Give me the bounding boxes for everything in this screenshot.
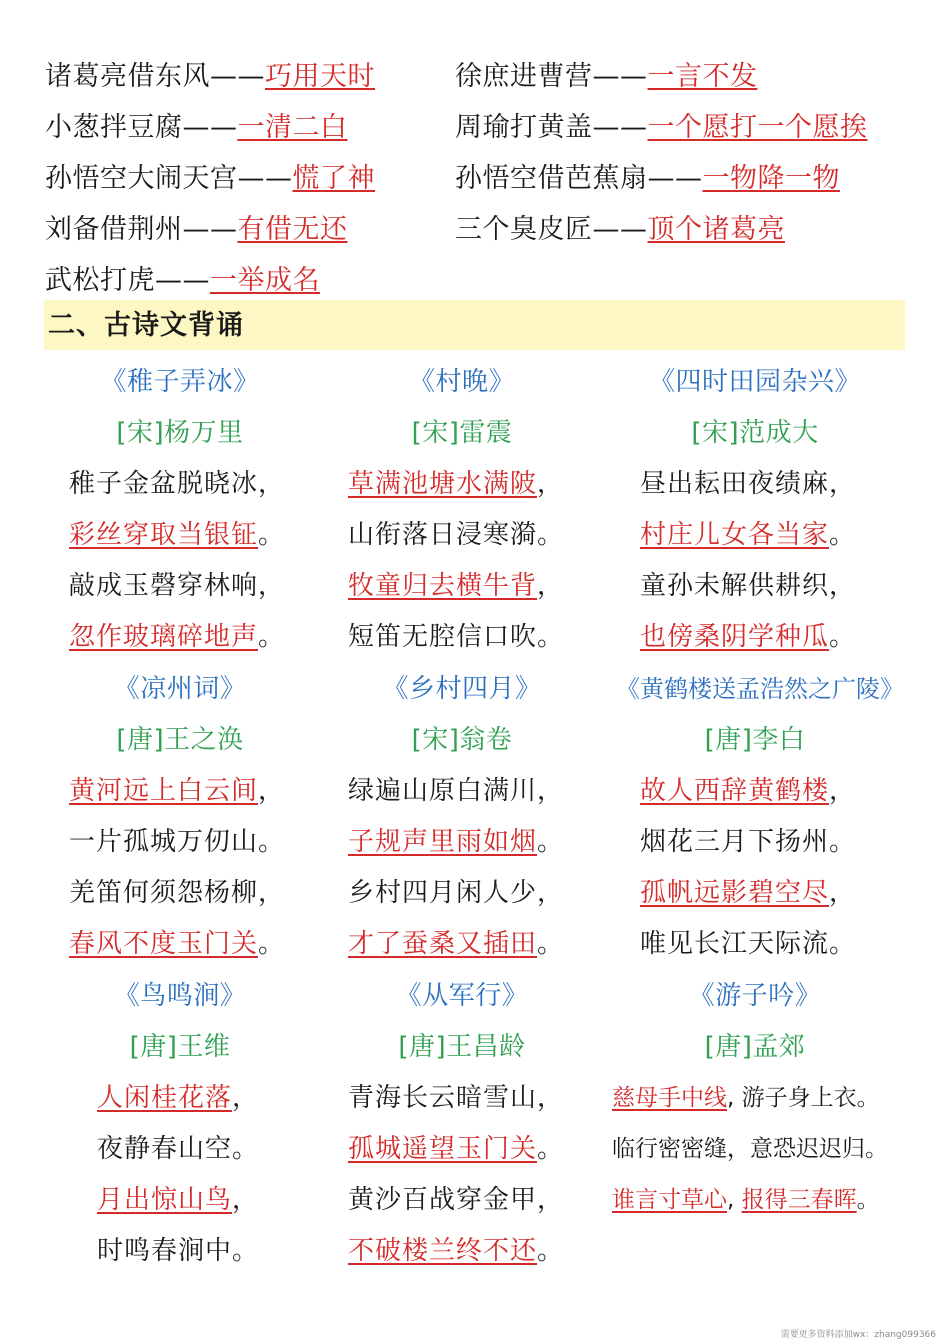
xiehouyu-front: 小葱拌豆腐—— xyxy=(45,112,238,143)
xiehouyu-answer: 一物降一物 xyxy=(702,163,840,194)
poem-line-punct: ， xyxy=(258,469,286,499)
poem-line xyxy=(348,774,564,808)
poem-line-punct: 。 xyxy=(232,1236,260,1266)
poem-line-highlight: 子规声里雨如烟 xyxy=(348,827,538,857)
xiehouyu-item xyxy=(455,213,785,247)
poem-line-punct: 。 xyxy=(856,1085,880,1111)
poem-line-highlight: 谁言寸草心 xyxy=(612,1187,727,1213)
poem-line-punct: 。 xyxy=(537,1134,565,1164)
poem-line xyxy=(348,620,564,654)
poem-line xyxy=(97,1234,259,1268)
xiehouyu-answer: 一清二白 xyxy=(237,112,348,143)
poem-line xyxy=(640,774,856,808)
poem-line-highlight: 慈母手中线 xyxy=(612,1085,727,1111)
poem-line-punct: ， xyxy=(829,571,857,601)
poem-line-punct: ， xyxy=(537,469,565,499)
poem-author: [唐]王维 xyxy=(129,1032,231,1062)
poem-line-punct: 。 xyxy=(537,520,565,550)
poem-line-punct: ， xyxy=(537,776,565,806)
xiehouyu-front: 周瑜打黄盖—— xyxy=(455,112,648,143)
poem-line xyxy=(69,518,285,552)
poem-line-punct: 。 xyxy=(829,622,857,652)
poem-line-punct: 。 xyxy=(232,1134,260,1164)
poem-line-highlight: 村庄儿女各当家 xyxy=(640,520,830,550)
poem-line-text: 一片孤城万仞山 xyxy=(69,827,259,857)
poem-line-punct: 。 xyxy=(829,827,857,857)
poem-line-punct: ， xyxy=(829,878,857,908)
poem-line-punct: 。 xyxy=(856,1187,880,1213)
xiehouyu-front: 诸葛亮借东风—— xyxy=(45,61,265,92)
poem-line xyxy=(640,825,856,859)
poem-line-punct: ， xyxy=(537,878,565,908)
poem-line xyxy=(640,467,856,501)
xiehouyu-item xyxy=(45,162,375,196)
poem-line-highlight: 牧童归去横牛背 xyxy=(348,571,538,601)
poem-line-text: 夜静春山空 xyxy=(97,1134,233,1164)
poem-line-highlight: 报得三春晖 xyxy=(741,1187,857,1213)
poem-line xyxy=(640,927,856,961)
xiehouyu-item xyxy=(45,60,375,94)
poem-line-text: 青海长云暗雪山 xyxy=(348,1083,538,1113)
poem-line-punct: ， xyxy=(537,1185,565,1215)
poem-line xyxy=(348,876,564,910)
poem-line xyxy=(69,467,285,501)
poem-line-punct: ， xyxy=(232,1083,260,1113)
poem-line-text: 唯见长江天际流 xyxy=(640,929,830,959)
poem-line xyxy=(69,876,285,910)
xiehouyu-answer: 一言不发 xyxy=(647,61,758,92)
poem-line-highlight: 也傍桑阴学种瓜 xyxy=(640,622,830,652)
xiehouyu-front: 徐庶进曹营—— xyxy=(455,61,648,92)
poem-line xyxy=(69,620,285,654)
poem-line-highlight: 草满池塘水满陂 xyxy=(348,469,538,499)
poem-line xyxy=(640,876,856,910)
poem-line xyxy=(640,569,856,603)
xiehouyu-answer: 有借无还 xyxy=(237,214,348,245)
poem-line xyxy=(348,569,564,603)
poem-line-punct: 。 xyxy=(537,622,565,652)
poem-line-text: 昼出耘田夜绩麻 xyxy=(640,469,830,499)
poem-line xyxy=(612,1081,880,1115)
poem-line-highlight: 人闲桂花落 xyxy=(97,1083,233,1113)
poem-line-punct: ， xyxy=(537,571,565,601)
poem-line-highlight: 不破楼兰终不还 xyxy=(348,1236,538,1266)
poem-author: [宋]范成大 xyxy=(691,418,819,448)
poem-line-text: 乡村四月闲人少 xyxy=(348,878,538,908)
poem-line-text: 童孙未解供耕织 xyxy=(640,571,830,601)
poem-line xyxy=(348,825,564,859)
poem-title: 《从军行》 xyxy=(395,981,529,1011)
poem-line-punct: 。 xyxy=(865,1136,888,1162)
poem-line-highlight: 故人西辞黄鹤楼 xyxy=(640,776,830,806)
poem-line xyxy=(348,1234,564,1268)
xiehouyu-item xyxy=(45,111,348,145)
poem-author: [宋]翁卷 xyxy=(411,725,513,755)
poem-line-highlight: 月出惊山鸟 xyxy=(97,1185,233,1215)
poem-line-punct: ， xyxy=(258,878,286,908)
poem-line-highlight: 孤帆远影碧空尽 xyxy=(640,878,830,908)
xiehouyu-answer: 慌了神 xyxy=(292,163,375,194)
poem-line xyxy=(640,620,856,654)
poem-title: 《游子吟》 xyxy=(688,981,822,1011)
poem-author: [唐]王昌龄 xyxy=(398,1032,526,1062)
poem-line-text: 绿遍山原白满川 xyxy=(348,776,538,806)
xiehouyu-item xyxy=(45,213,348,247)
poem-line-highlight: 黄河远上白云间 xyxy=(69,776,259,806)
poem-line xyxy=(348,1183,564,1217)
poem-line-highlight: 忽作玻璃碎地声 xyxy=(69,622,259,652)
poem-line-highlight: 孤城遥望玉门关 xyxy=(348,1134,538,1164)
poem-line xyxy=(612,1132,888,1166)
poem-line xyxy=(348,927,564,961)
poem-title: 《凉州词》 xyxy=(113,674,247,704)
poem-line xyxy=(69,774,285,808)
xiehouyu-item xyxy=(45,264,320,298)
poem-line-text: 山衔落日浸寒漪 xyxy=(348,520,538,550)
poem-title: 《鸟鸣涧》 xyxy=(113,981,247,1011)
xiehouyu-answer: 一举成名 xyxy=(210,265,320,296)
poem-line xyxy=(640,518,856,552)
poem-line-punct: 。 xyxy=(829,929,857,959)
poem-title: 《稚子弄冰》 xyxy=(100,367,260,397)
poem-line xyxy=(348,467,564,501)
poem-line-punct: ， xyxy=(232,1185,260,1215)
poem-line-text: 烟花三月下扬州 xyxy=(640,827,830,857)
xiehouyu-answer: 巧用天时 xyxy=(265,61,375,92)
poem-line xyxy=(69,569,285,603)
xiehouyu-item xyxy=(455,162,840,196)
poem-line-text: 羌笛何须怨杨柳 xyxy=(69,878,259,908)
poem-line-punct: ， xyxy=(537,1083,565,1113)
poem-line-highlight: 才了蚕桑又插田 xyxy=(348,929,538,959)
poem-author: [唐]王之涣 xyxy=(116,725,244,755)
poem-title: 《村晚》 xyxy=(408,367,516,397)
poem-line xyxy=(69,825,285,859)
xiehouyu-front: 武松打虎—— xyxy=(45,265,210,296)
poem-line xyxy=(348,1132,564,1166)
watermark-text: 需要更多资料添加wx：zhang099366 xyxy=(780,1330,936,1340)
xiehouyu-item xyxy=(455,111,868,145)
poem-line-text: 短笛无腔信口吹 xyxy=(348,622,538,652)
poem-line-punct: 。 xyxy=(258,929,286,959)
poem-line-punct: 。 xyxy=(829,520,857,550)
poem-line xyxy=(97,1183,259,1217)
poem-line xyxy=(348,518,564,552)
poem-line-text: 黄沙百战穿金甲 xyxy=(348,1185,538,1215)
poem-line-text: 稚子金盆脱晓冰 xyxy=(69,469,259,499)
poem-line-punct: ， xyxy=(829,776,857,806)
poem-line-punct: 。 xyxy=(258,827,286,857)
poem-author: [宋]杨万里 xyxy=(116,418,244,448)
poem-line-highlight: 彩丝穿取当银钲 xyxy=(69,520,259,550)
poem-title: 《乡村四月》 xyxy=(382,674,542,704)
poem-line-punct: ， xyxy=(829,469,857,499)
xiehouyu-front: 三个臭皮匠—— xyxy=(455,214,648,245)
poem-line-punct: 。 xyxy=(258,520,286,550)
xiehouyu-answer: 顶个诸葛亮 xyxy=(647,214,785,245)
poem-title: 《黄鹤楼送孟浩然之广陵》 xyxy=(616,675,904,703)
poem-author: [唐]李白 xyxy=(704,725,806,755)
poem-author: [宋]雷震 xyxy=(411,418,513,448)
poem-line-punct: ， xyxy=(258,571,286,601)
poem-line-punct: 。 xyxy=(537,929,565,959)
xiehouyu-front: 孙悟空大闹天宫—— xyxy=(45,163,293,194)
poem-line-text: 临行密密缝，意恐迟迟归 xyxy=(612,1136,865,1162)
poem-line-punct: ， xyxy=(258,776,286,806)
poem-line-text: , xyxy=(727,1187,742,1213)
poem-line xyxy=(612,1183,880,1217)
poem-line-punct: 。 xyxy=(258,622,286,652)
poem-line xyxy=(348,1081,564,1115)
section-title: 二、古诗文背诵 xyxy=(48,310,244,341)
poem-line-text: 敲成玉磬穿林响 xyxy=(69,571,259,601)
poem-line-highlight: 春风不度玉门关 xyxy=(69,929,259,959)
poem-line xyxy=(69,927,285,961)
xiehouyu-answer: 一个愿打一个愿挨 xyxy=(647,112,868,143)
xiehouyu-front: 孙悟空借芭蕉扇—— xyxy=(455,163,703,194)
poem-line xyxy=(97,1081,259,1115)
poem-author: [唐]孟郊 xyxy=(704,1032,806,1062)
poem-line xyxy=(97,1132,259,1166)
poem-title: 《四时田园杂兴》 xyxy=(648,367,862,397)
xiehouyu-item xyxy=(455,60,758,94)
xiehouyu-front: 刘备借荆州—— xyxy=(45,214,238,245)
poem-line-text: 时鸣春涧中 xyxy=(97,1236,233,1266)
poem-line-punct: 。 xyxy=(537,827,565,857)
poem-line-text: , 游子身上衣 xyxy=(727,1085,857,1111)
poem-line-punct: 。 xyxy=(537,1236,565,1266)
